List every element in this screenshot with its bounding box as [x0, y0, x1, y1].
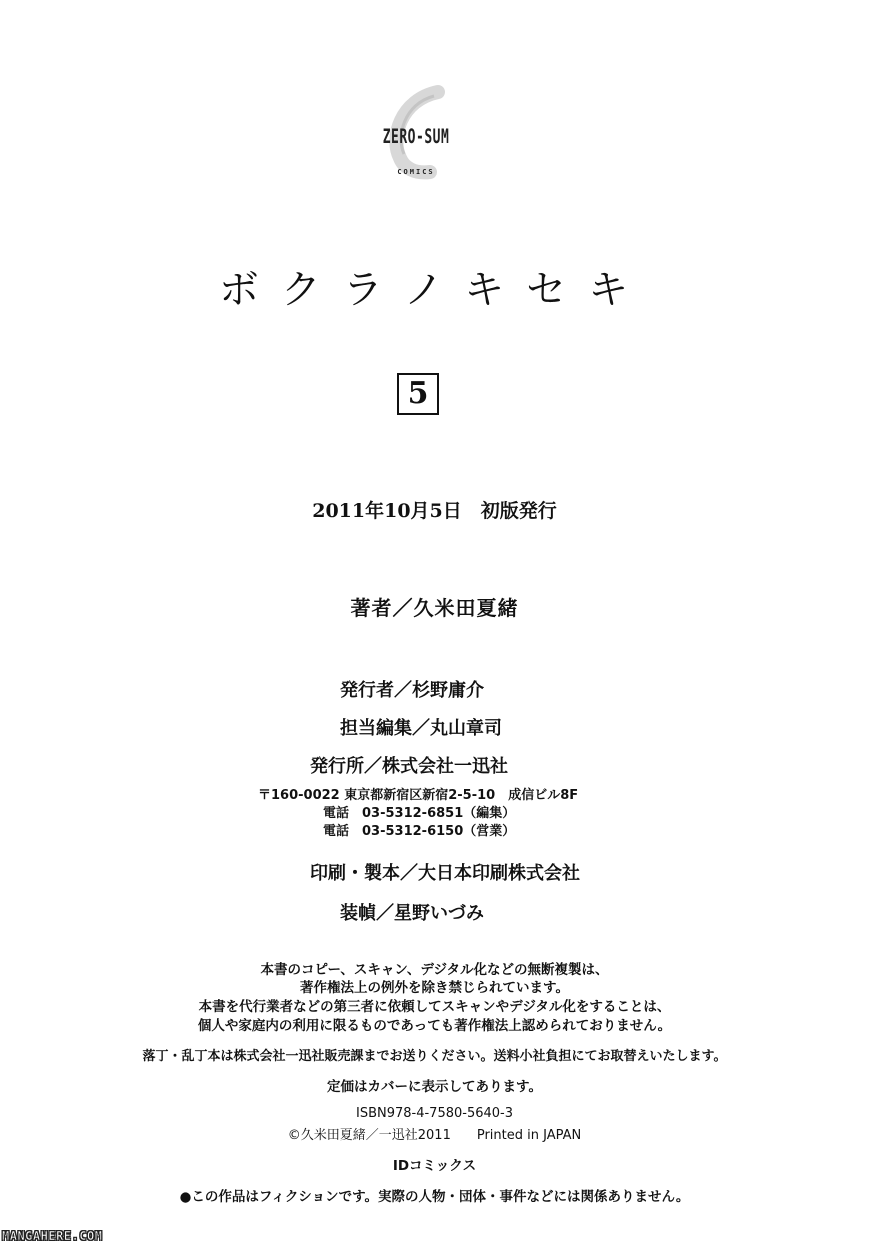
copyright-notice-line-4: 個人や家庭内の利用に限るものであっても著作権法上認められておりません。 [197, 1018, 672, 1034]
publisher-line: 発行所／株式会社一迅社 [310, 756, 508, 777]
book-title: ボクラノキセキ [218, 267, 651, 313]
volume-number: 5 [407, 376, 429, 411]
phone-sales: 電話 03-5312-6150（営業） [323, 824, 516, 839]
copyright-notice-line-1: 本書のコピー、スキャン、デジタル化などの無断複製は、 [260, 962, 609, 978]
fiction-notice: ●この作品はフィクションです。実際の人物・団体・事件などには関係ありません。 [179, 1189, 690, 1205]
publisher-address: 〒160-0022 東京都新宿区新宿2-5-10 成信ビル8F [258, 788, 579, 803]
editor-line: 担当編集／丸山章司 [340, 718, 502, 739]
zero-sum-comics-logo [360, 78, 470, 188]
copyright-line: ©久米田夏緒／一迅社2011 Printed in JAPAN [287, 1128, 582, 1143]
site-watermark: MANGAHERE.COM [2, 1229, 103, 1243]
volume-badge [397, 373, 439, 415]
publisher-person-line: 発行者／杉野庸介 [340, 680, 484, 701]
phone-editorial: 電話 03-5312-6851（編集） [323, 806, 516, 821]
publication-date: 2011年10月5日 初版発行 [312, 500, 557, 522]
design-line: 装幀／星野いづみ [340, 903, 484, 924]
logo-main-text: ZERO-SUM [382, 126, 450, 149]
price-notice: 定価はカバーに表示してあります。 [327, 1079, 542, 1095]
copyright-notice-line-2: 著作権法上の例外を除き禁じられています。 [300, 980, 569, 996]
defect-notice: 落丁・乱丁本は株式会社一迅社販売課までお送りください。送料小社負担にてお取替えいたします。 [142, 1049, 727, 1064]
printing-line: 印刷・製本／大日本印刷株式会社 [310, 863, 580, 884]
imprint-label: IDコミックス [392, 1158, 477, 1174]
isbn: ISBN978-4-7580-5640-3 [355, 1106, 513, 1121]
author-line: 著者／久米田夏緒 [350, 596, 519, 620]
copyright-notice-line-3: 本書を代行業者などの第三者に依頼してスキャンやデジタル化をすることは、 [198, 999, 671, 1015]
logo-sub-text: COMICS [397, 168, 435, 176]
